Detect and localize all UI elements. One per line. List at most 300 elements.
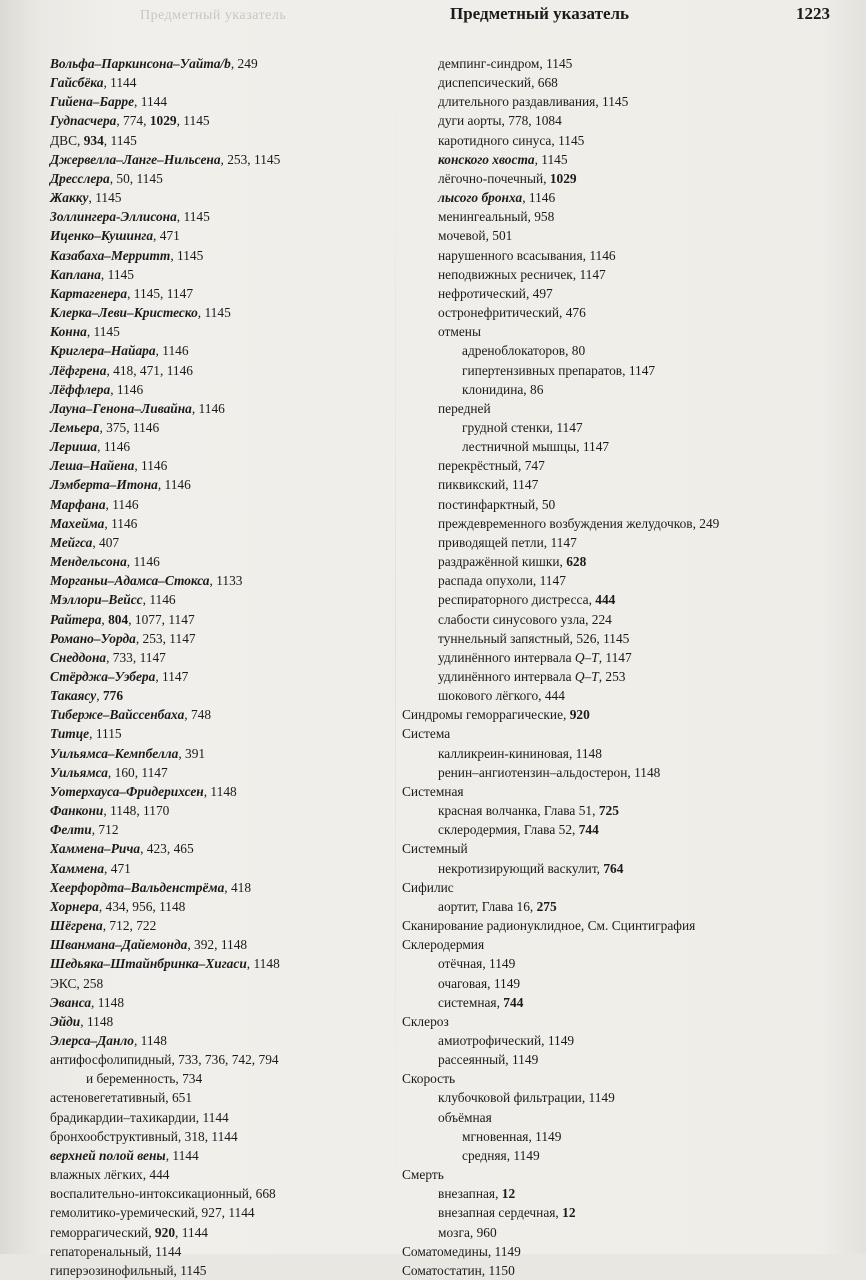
entry-text: , 1147 <box>155 669 189 684</box>
entry-text: Склеродермия <box>402 937 485 953</box>
index-entry <box>402 226 842 245</box>
entry-text: , 1146 <box>105 496 139 512</box>
index-entry <box>50 437 395 456</box>
entry-text: приводящей петли, 1147 <box>438 534 577 550</box>
entry-text: , 1145 <box>534 151 568 167</box>
page-ref-bold: 764 <box>603 860 624 876</box>
index-entry <box>50 667 395 686</box>
index-entry <box>50 322 395 341</box>
entry-text: передней <box>438 400 491 416</box>
entry-text: антифосфолипидный, 733, 736, 742, 794 <box>50 1052 279 1068</box>
entry-term-italic: Элерса–Данло <box>50 1032 134 1048</box>
index-entry <box>402 1069 842 1088</box>
page-ref-bold: 275 <box>536 898 557 914</box>
index-entry <box>50 571 395 590</box>
index-entry <box>402 188 842 207</box>
entry-term-italic: Джервелла–Ланге–Нильсена <box>50 151 221 167</box>
entry-term-italic: Титце <box>50 726 90 742</box>
index-entry <box>402 475 842 494</box>
index-entry <box>50 993 395 1012</box>
index-entry <box>402 1261 842 1280</box>
index-entry <box>402 667 842 686</box>
entry-text: , 50, 1145 <box>109 170 163 186</box>
index-entry <box>402 935 842 954</box>
entry-text: ренин–ангиотензин–альдостерон, 1148 <box>438 764 661 780</box>
entry-text: некротизирующий васкулит, <box>438 860 604 876</box>
index-entry <box>50 1165 395 1184</box>
entry-text: остронефритический, 476 <box>438 305 586 321</box>
index-entry <box>50 552 395 571</box>
index-entry <box>50 207 395 226</box>
entry-term-italic: Романо–Уорда <box>50 630 136 646</box>
entry-text: менингеальный, 958 <box>438 209 555 225</box>
index-entry <box>402 303 842 322</box>
index-entry <box>50 495 395 514</box>
index-entry <box>50 92 395 111</box>
entry-text: Системный <box>402 841 468 857</box>
entry-term-italic: Лауна–Генона–Ливайна <box>50 400 192 416</box>
index-entry <box>50 648 395 667</box>
entry-text: очаговая, 1149 <box>438 975 521 991</box>
entry-text: , 1144 <box>103 75 137 91</box>
index-entry <box>402 590 842 609</box>
entry-text: , 1147 <box>598 649 632 665</box>
index-entry <box>402 1203 842 1222</box>
entry-term-italic: Хаммена–Рича <box>50 841 141 857</box>
page-ref-bold: 725 <box>598 803 619 819</box>
entry-text: , 434, 956, 1148 <box>98 898 186 914</box>
index-entry <box>50 1069 395 1088</box>
entry-text: дуги аорты, 778, 1084 <box>438 113 562 129</box>
entry-text: нарушенного всасывания, 1146 <box>438 247 616 263</box>
entry-text: , 423, 465 <box>140 841 194 857</box>
index-entry <box>402 380 842 399</box>
entry-text: адреноблокаторов, 80 <box>462 343 586 359</box>
entry-text: гиперэозинофильный, 1145 <box>50 1262 207 1278</box>
entry-term-italic: Уотерхауса–Фридерихсен <box>50 783 204 799</box>
index-entry <box>50 859 395 878</box>
index-entry <box>402 169 842 188</box>
entry-term-italic: Эванса <box>50 994 92 1010</box>
entry-text: , 253, 1145 <box>220 151 281 167</box>
entry-text: распада опухоли, 1147 <box>438 573 566 589</box>
entry-term-italic: Хеерфордта–Вальденстрёма <box>50 879 225 895</box>
entry-term-italic: Казабаха–Мерритт <box>50 247 171 263</box>
entry-text: внезапная, <box>438 1186 502 1202</box>
page-ref-bold: 934 <box>83 132 104 148</box>
entry-text: амиотрофический, 1149 <box>438 1032 575 1048</box>
entry-text: , 1144 <box>134 94 168 110</box>
entry-text: слабости синусового узла, 224 <box>438 611 612 627</box>
entry-term-italic: Мендельсона <box>50 554 127 570</box>
index-entry <box>50 686 395 705</box>
entry-text: удлинённого интервала <box>438 669 575 684</box>
entry-term-italic: Жакку <box>50 190 89 206</box>
entry-text: калликреин-кининовая, 1148 <box>438 745 602 761</box>
entry-text: Синдромы геморрагические, <box>402 707 570 723</box>
index-entry <box>50 380 395 399</box>
index-entry <box>50 265 395 284</box>
entry-text: Сканирование радионуклидное, См. Сцинтиграфия <box>402 918 696 934</box>
entry-text: грудной стенки, 1147 <box>462 419 583 435</box>
entry-text: Q–T <box>574 649 599 665</box>
entry-text: , 1146 <box>104 515 138 531</box>
index-entry <box>50 839 395 858</box>
entry-text: удлинённого интервала <box>438 649 575 665</box>
index-entry <box>402 1088 842 1107</box>
entry-text: и беременность, 734 <box>86 1071 203 1087</box>
entry-text: отмены <box>438 324 481 340</box>
index-entry <box>50 610 395 629</box>
index-entry <box>402 974 842 993</box>
index-entry <box>50 226 395 245</box>
entry-text: Скорость <box>402 1071 456 1087</box>
page-ref-bold: 776 <box>102 688 124 704</box>
entry-term-italic: Хорнера <box>50 898 99 914</box>
entry-text: , 1146 <box>97 439 131 455</box>
index-entry <box>50 150 395 169</box>
entry-term-italic: Морганьи–Адамса–Стокса <box>50 573 210 589</box>
entry-text: , 1144 <box>165 1147 199 1163</box>
entry-term-italic: Шванмана–Дайемонда <box>50 937 188 953</box>
entry-text: мочевой, 501 <box>438 228 513 244</box>
index-entry <box>50 303 395 322</box>
entry-term-italic: Каплана <box>50 266 101 282</box>
entry-text: , 1146 <box>157 477 191 493</box>
entry-term-italic: Конна <box>50 324 87 340</box>
index-entry <box>402 993 842 1012</box>
index-entry <box>50 1108 395 1127</box>
entry-text: гепаторенальный, 1144 <box>50 1243 182 1259</box>
entry-text: , 1148 <box>246 956 280 972</box>
entry-text: геморрагический, <box>50 1224 155 1240</box>
entry-term-italic: Стёрджа–Уэбера <box>50 669 156 684</box>
entry-text: , 418, 471, 1146 <box>106 362 193 378</box>
entry-text: , 712 <box>91 822 119 838</box>
index-entry <box>50 935 395 954</box>
index-entry <box>402 629 842 648</box>
page-ref-bold: 12 <box>562 1205 576 1221</box>
entry-text: мозга, 960 <box>438 1224 497 1240</box>
index-entry <box>402 265 842 284</box>
entry-text: внезапная сердечная, <box>438 1205 563 1221</box>
entry-text: Сифилис <box>402 879 454 895</box>
index-entry <box>402 705 842 724</box>
page-ref-bold: 1029 <box>549 170 577 186</box>
index-entry <box>50 1146 395 1165</box>
entry-text: , 253 <box>598 669 626 684</box>
index-entry <box>402 514 842 533</box>
entry-text: , 1148 <box>203 783 237 799</box>
entry-term-italic: Лериша <box>50 439 98 455</box>
index-entry <box>50 131 395 150</box>
index-entry <box>402 1242 842 1261</box>
entry-term-italic: Мэллори–Вейсс <box>50 592 143 608</box>
entry-term-italic: Махейма <box>50 515 105 531</box>
entry-text: , 1146 <box>110 381 144 397</box>
entry-term-italic: Золлингера-Эллисона <box>50 209 177 225</box>
entry-text: , 1145 <box>88 190 122 206</box>
index-entry <box>402 1012 842 1031</box>
index-entry <box>50 111 395 130</box>
entry-term-italic: Марфана <box>50 496 106 512</box>
entry-text: гипертензивных препаратов, 1147 <box>462 362 656 378</box>
page-ref-bold: 12 <box>501 1186 516 1202</box>
entry-text: Q–T <box>574 669 599 684</box>
entry-term-italic: Лёфгрена <box>50 362 107 378</box>
index-entry <box>402 839 842 858</box>
entry-text: системная, <box>438 994 504 1010</box>
entry-text: , 1146 <box>134 458 168 474</box>
index-entry <box>50 954 395 973</box>
entry-text: , 1148 <box>133 1032 167 1048</box>
entry-text: , 253, 1147 <box>135 630 196 646</box>
entry-term-italic: Райтера <box>50 611 102 627</box>
entry-text: , 774, <box>116 113 150 129</box>
index-entry <box>50 878 395 897</box>
index-entry <box>402 552 842 571</box>
index-entry <box>50 1203 395 1222</box>
entry-text: , 471 <box>104 860 131 876</box>
index-entry <box>402 763 842 782</box>
index-entry <box>402 361 842 380</box>
page-ref-bold: 920 <box>569 707 590 723</box>
entry-term-italic: Мейгса <box>50 534 93 550</box>
entry-text: , 1146 <box>142 592 176 608</box>
entry-text: шокового лёгкого, 444 <box>438 688 565 704</box>
index-entry <box>50 820 395 839</box>
index-entry <box>50 73 395 92</box>
entry-term-italic: Эйди <box>50 1013 81 1029</box>
entry-text: , 160, 1147 <box>107 764 168 780</box>
entry-text: , 375, 1146 <box>99 419 160 435</box>
entry-text: респираторного дистресса, <box>438 592 596 608</box>
entry-text: диспепсический, 668 <box>438 75 558 91</box>
entry-text: , 1145 <box>86 324 120 340</box>
entry-text: раздражённой кишки, <box>438 554 567 570</box>
index-entry <box>50 418 395 437</box>
index-entry <box>402 131 842 150</box>
entry-text: нефротический, 497 <box>438 285 553 301</box>
index-entry <box>402 1127 842 1146</box>
entry-term-italic: Леша–Найена <box>50 458 135 474</box>
entry-text: , 1077, 1147 <box>128 611 195 627</box>
entry-text: длительного раздавливания, 1145 <box>438 94 629 110</box>
index-entry <box>402 246 842 265</box>
entry-text: лёгочно-почечный, <box>438 170 550 186</box>
entry-term-italic: Гудпасчера <box>50 113 117 129</box>
index-entry <box>402 648 842 667</box>
index-entry <box>50 1261 395 1280</box>
entry-term-italic: лысого бронха <box>438 190 523 206</box>
page-ref-bold: 1029 <box>149 113 177 129</box>
entry-text: , 249 <box>230 56 258 71</box>
running-header <box>450 4 830 28</box>
index-entry <box>402 1108 842 1127</box>
index-entry <box>402 92 842 111</box>
page-ref-bold: 744 <box>503 994 524 1010</box>
entry-text: , 1148 <box>80 1013 114 1029</box>
entry-text: , 471 <box>153 228 180 244</box>
entry-text: пиквикский, 1147 <box>438 477 539 493</box>
column-gutter <box>395 40 396 1240</box>
entry-text: , 407 <box>92 534 120 550</box>
entry-term-italic: Криглера–Найара <box>50 343 156 359</box>
entry-text: каротидного синуса, 1145 <box>438 132 585 148</box>
index-entry <box>402 284 842 303</box>
entry-text: аортит, Глава 16, <box>438 898 537 914</box>
index-entry <box>402 801 842 820</box>
bleed-through-header: Предметный указатель <box>140 8 287 23</box>
entry-term-italic: Хаммена <box>50 860 105 876</box>
index-entry <box>402 916 842 935</box>
index-entry <box>402 686 842 705</box>
entry-text: , 1144 <box>175 1224 208 1240</box>
index-entry <box>50 590 395 609</box>
entry-term-italic: Гайсбёка <box>50 75 104 91</box>
entry-term-italic: Уильямса <box>50 764 108 780</box>
index-entry <box>402 782 842 801</box>
page-ref-bold: 804 <box>108 611 129 627</box>
index-entry <box>50 1223 395 1242</box>
entry-text: , 1145 <box>197 305 231 321</box>
entry-text: рассеянный, 1149 <box>438 1052 539 1068</box>
entry-text: неподвижных ресничек, 1147 <box>438 266 606 282</box>
index-entry <box>50 456 395 475</box>
index-entry <box>402 571 842 590</box>
entry-text: , 1148 <box>91 994 125 1010</box>
index-entry <box>50 763 395 782</box>
entry-text: , 1145 <box>103 132 137 148</box>
page-ref-bold: 744 <box>578 822 599 838</box>
index-entry <box>402 859 842 878</box>
entry-text: Системная <box>402 783 464 799</box>
index-entry <box>50 1127 395 1146</box>
entry-text: лестничной мышцы, 1147 <box>462 439 610 455</box>
entry-text: туннельный запястный, 526, 1145 <box>438 630 630 646</box>
index-entry <box>50 1031 395 1050</box>
entry-term-italic: Фелти <box>50 822 92 838</box>
entry-term-italic: Шедьяка–Штайнбринка–Хигаси <box>50 956 247 972</box>
index-entry <box>50 724 395 743</box>
entry-text: красная волчанка, Глава 51, <box>438 803 599 819</box>
entry-text: , 418 <box>224 879 252 895</box>
entry-term-italic: Такаясу <box>50 688 97 704</box>
entry-text: средняя, 1149 <box>462 1147 540 1163</box>
index-entry <box>402 111 842 130</box>
entry-term-italic: Лёффлера <box>50 381 111 397</box>
page-ref-bold: 920 <box>154 1224 176 1240</box>
index-entry <box>50 1184 395 1203</box>
entry-text: Склероз <box>402 1013 449 1029</box>
page-ref-bold: 628 <box>566 554 587 570</box>
entry-text: , 1146 <box>191 400 225 416</box>
index-entry <box>402 954 842 973</box>
index-entry <box>50 974 395 993</box>
entry-text: преждевременного возбуждения желудочков, 249 <box>438 515 720 531</box>
entry-term-italic: Дресслера <box>50 170 110 186</box>
entry-text: , 392, 1148 <box>187 937 248 953</box>
index-entry <box>402 1146 842 1165</box>
index-entry <box>402 744 842 763</box>
entry-text: влажных лёгких, 444 <box>50 1167 170 1183</box>
index-entry <box>402 610 842 629</box>
entry-term-italic: Снеддона <box>50 649 107 665</box>
index-entry <box>50 744 395 763</box>
index-entry <box>50 341 395 360</box>
index-column-right <box>402 54 842 1280</box>
entry-text: , 391 <box>178 745 206 761</box>
entry-text: , 1145 <box>170 247 204 263</box>
entry-text: брадикардии–тахикардии, 1144 <box>50 1109 229 1125</box>
index-entry <box>50 705 395 724</box>
index-entry <box>402 1050 842 1069</box>
index-entry <box>402 456 842 475</box>
entry-term-italic: Лэмберта–Итона <box>50 477 158 493</box>
index-entry <box>402 341 842 360</box>
page-number: 1223 <box>796 4 830 23</box>
entry-text: Соматомедины, 1149 <box>402 1243 521 1259</box>
entry-text: астеновегетативный, 651 <box>50 1090 193 1106</box>
entry-text: , 748 <box>184 707 212 723</box>
entry-term-italic: Фанкони <box>50 803 104 819</box>
index-entry <box>402 399 842 418</box>
entry-text: , <box>101 611 109 627</box>
entry-term-italic: Клерка–Леви–Кристеско <box>50 305 198 321</box>
index-entry <box>50 897 395 916</box>
index-entry <box>402 207 842 226</box>
index-entry <box>402 418 842 437</box>
entry-term-italic: Шёгрена <box>50 918 103 934</box>
index-entry <box>402 1184 842 1203</box>
index-entry <box>50 514 395 533</box>
entry-text: , 1146 <box>126 554 160 570</box>
index-entry <box>50 1050 395 1069</box>
index-entry <box>402 495 842 514</box>
entry-text: склеродермия, Глава 52, <box>438 822 579 838</box>
index-entry <box>402 73 842 92</box>
index-entry <box>50 1088 395 1107</box>
entry-term-italic: Иценко–Кушинга <box>50 228 154 244</box>
entry-text: клонидина, 86 <box>462 381 544 397</box>
index-entry <box>50 54 395 73</box>
index-entry <box>402 878 842 897</box>
entry-term-italic: Тиберже–Вайссенбаха <box>50 707 185 723</box>
entry-text: , 712, 722 <box>102 918 157 934</box>
index-entry <box>50 629 395 648</box>
index-entry <box>402 54 842 73</box>
entry-text: , 1145, 1147 <box>127 285 194 301</box>
entry-text: клубочковой фильтрации, 1149 <box>438 1090 615 1106</box>
entry-text: Система <box>402 726 451 742</box>
entry-text: Соматостатин, 1150 <box>402 1262 515 1278</box>
entry-term-italic: конского хвоста <box>438 151 535 167</box>
entry-text: Смерть <box>402 1167 444 1183</box>
entry-text: , 1145 <box>100 266 134 282</box>
entry-text: , 1148, 1170 <box>103 803 170 819</box>
entry-text: , <box>96 688 103 704</box>
entry-text: , 1133 <box>209 573 243 589</box>
entry-text: гемолитико-уремический, 927, 1144 <box>50 1205 255 1221</box>
page-title: Предметный указатель <box>450 4 630 23</box>
index-entry <box>50 188 395 207</box>
entry-text: ЭКС, 258 <box>50 975 104 991</box>
entry-text: бронхообструктивный, 318, 1144 <box>50 1128 238 1144</box>
entry-term-italic: верхней полой вены <box>50 1147 166 1163</box>
entry-term-italic: Уильямса–Кемпбелла <box>50 745 179 761</box>
index-entry <box>402 150 842 169</box>
entry-text: постинфарктный, 50 <box>438 496 556 512</box>
